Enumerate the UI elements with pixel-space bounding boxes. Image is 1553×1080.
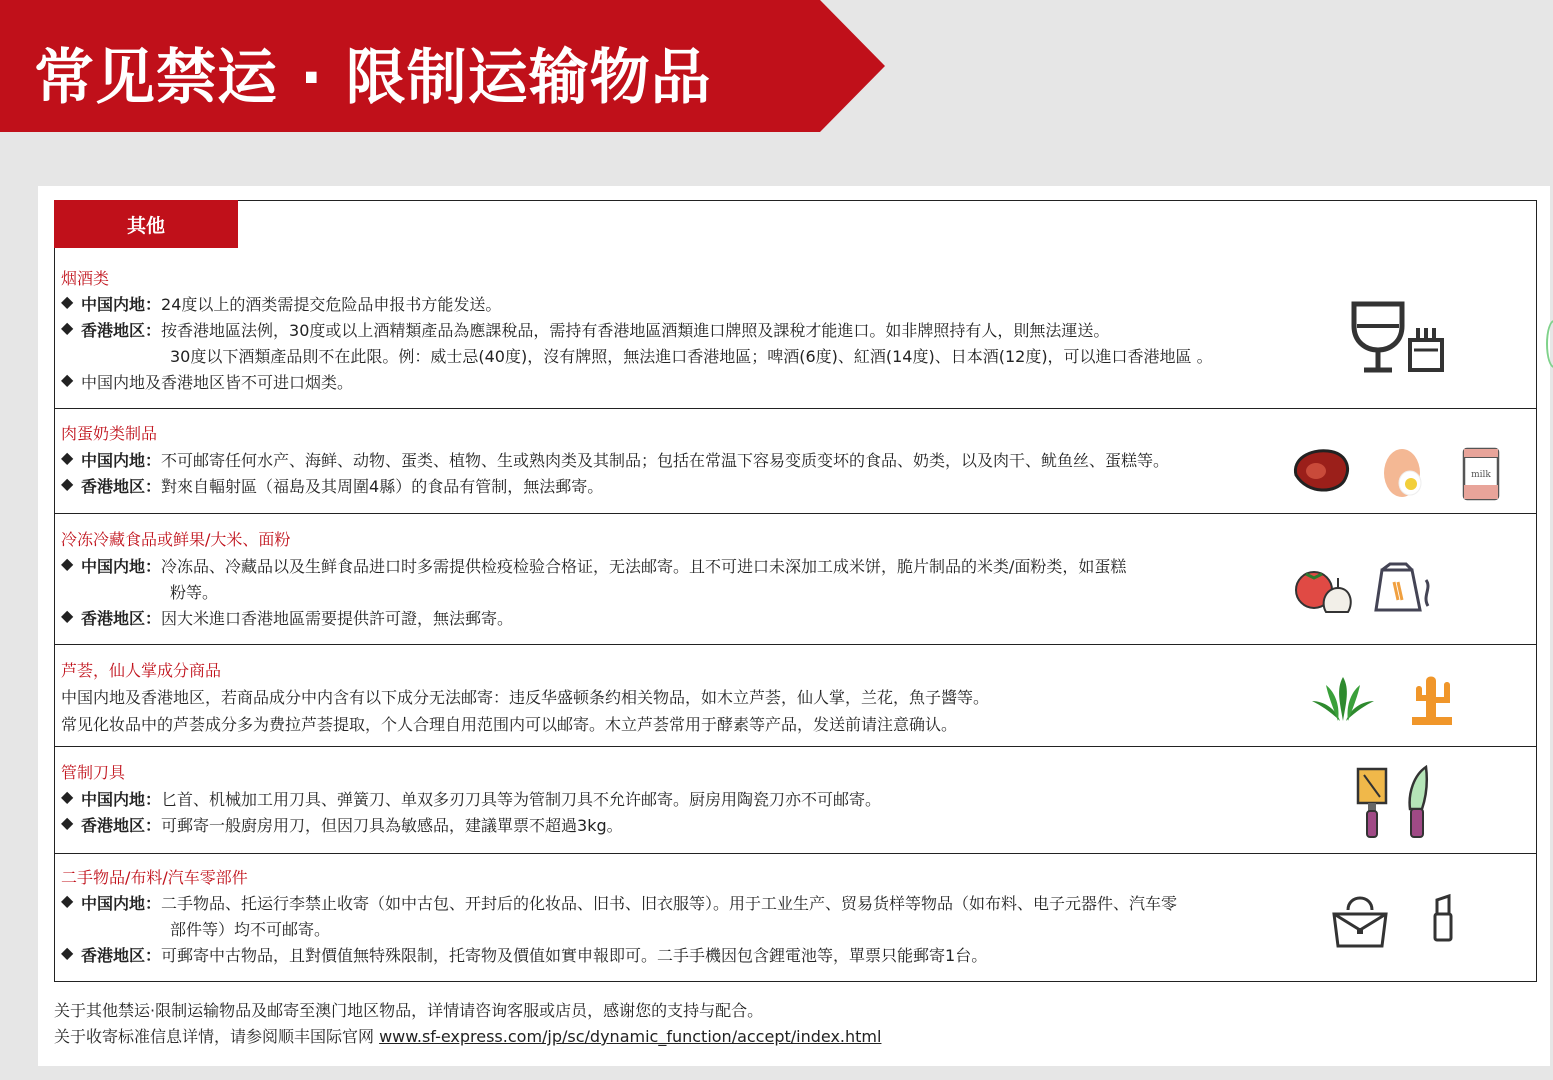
- lipstick-icon: [1430, 892, 1456, 944]
- diamond-bullet-icon: ◆: [61, 554, 74, 573]
- footer-link-line: [54, 1024, 881, 1047]
- diamond-bullet-icon: ◆: [61, 943, 74, 962]
- diamond-bullet-icon: ◆: [61, 292, 74, 311]
- diamond-bullet-icon: ◆: [61, 318, 74, 337]
- section-frozen-rice-flour: [54, 514, 1537, 645]
- footer-link-prefix: 关于收寄标准信息详情，请参阅顺丰国际官网: [54, 1027, 380, 1046]
- info-line: 中国内地及香港地区，若商品成分中内含有以下成分无法邮寄：违反华盛顿条约相关物品，如木立芦荟，仙人掌，兰花，魚子醬等。: [61, 688, 990, 707]
- rule-line: ◆ 香港地区： 可郵寄一般廚房用刀，但因刀具為敏感品，建議單票不超過3kg。: [61, 813, 623, 835]
- diamond-bullet-icon: ◆: [61, 787, 74, 806]
- section-tobacco-alcohol: [54, 248, 1537, 409]
- section-title: 烟酒类: [61, 269, 110, 288]
- rule-line-continued: 30度以下酒類產品則不在此限。例：威士忌(40度)，沒有牌照，無法進口香港地區；啤酒(6度)、紅酒(14度)、日本酒(12度)，可以進口香港地區 。: [170, 347, 1213, 366]
- rule-line: ◆ 中国内地： 二手物品、托运行李禁止收寄（如中古包、开封后的化妆品、旧书、旧衣服等）。用于工业生产、贸易货样等物品（如布料、电子元器件、汽车零: [61, 891, 1178, 913]
- diamond-bullet-icon: ◆: [61, 370, 74, 389]
- aloe-icon: [1310, 675, 1376, 723]
- rule-line: ◆ 中国内地： 冷冻品、冷藏品以及生鲜食品进口时多需提供检疫检验合格证，无法邮寄。且不可进口未深加工成米饼，脆片制品的米类/面粉类，如蛋糕: [61, 554, 1127, 576]
- diamond-bullet-icon: ◆: [61, 813, 74, 832]
- header-banner: [0, 0, 885, 132]
- diamond-bullet-icon: ◆: [61, 891, 74, 910]
- section-title: 管制刀具: [61, 763, 126, 782]
- rule-line: ◆ 香港地区： 按香港地區法例，30度或以上酒精類產品為應課稅品，需持有香港地區酒類進口牌照及課稅才能進口。如非牌照持有人，則無法運送。: [61, 318, 1110, 340]
- diamond-bullet-icon: ◆: [61, 474, 74, 493]
- diamond-bullet-icon: ◆: [61, 606, 74, 625]
- rule-line: ◆ 香港地区： 可郵寄中古物品，且對價值無特殊限制，托寄物及價值如實申報即可。二手手機因包含鋰電池等，單票只能郵寄1台。: [61, 943, 988, 965]
- rule-line: ◆ 中国内地： 不可邮寄任何水产、海鲜、动物、蛋类、植物、生或熟肉类及其制品；包括在常温下容易变质变坏的食品、奶类，以及肉干、鱿鱼丝、蛋糕等。: [61, 448, 1170, 470]
- milk-label: milk: [1471, 470, 1491, 480]
- section-secondhand-fabric-parts: [54, 854, 1537, 982]
- rule-line: ◆ 中国内地： 24度以上的酒类需提交危险品申报书方能发送。: [61, 292, 502, 314]
- diamond-bullet-icon: ◆: [61, 448, 74, 467]
- flour-bag-icon: [1368, 560, 1434, 616]
- wine-glass-icon: [1348, 300, 1408, 376]
- steak-icon: [1288, 445, 1354, 497]
- sf-express-link[interactable]: www.sf-express.com/jp/sc/dynamic_function/accept/index.html: [379, 1027, 882, 1046]
- footer-note: 关于其他禁运·限制运输物品及邮寄至澳门地区物品，详情请咨询客服或店员，感谢您的支持与配合。: [54, 1001, 764, 1020]
- cigarettes-icon: [1406, 324, 1446, 374]
- category-tag: 其他: [54, 200, 238, 248]
- cactus-icon: [1404, 671, 1460, 727]
- section-title: 二手物品/布料/汽车零部件: [61, 868, 248, 887]
- tomato-garlic-icon: [1292, 562, 1356, 614]
- rule-line-continued: 粉等。: [170, 583, 219, 602]
- cleaver-icon: [1354, 765, 1390, 841]
- rule-line: ◆ 中国内地： 匕首、机械加工用刀具、弹簧刀、单双多刃刀具等为管制刀具不允许邮寄。厨房用陶瓷刀亦不可邮寄。: [61, 787, 882, 809]
- page-title: 常见禁运 · 限制运输物品: [34, 43, 712, 113]
- info-line: 常见化妆品中的芦荟成分多为费拉芦荟提取，个人合理自用范围内可以邮寄。木立芦荟常用于酵素等产品，发送前请注意确认。: [61, 715, 958, 734]
- knife-icon: [1402, 765, 1432, 841]
- milk-carton-icon: [1458, 443, 1504, 503]
- section-title: 肉蛋奶类制品: [61, 424, 158, 443]
- rule-line: ◆ 香港地区： 對來自輻射區（福島及其周圍4縣）的食品有管制，無法郵寄。: [61, 474, 604, 496]
- egg-icon: [1380, 443, 1426, 501]
- section-meat-egg-dairy: [54, 409, 1537, 514]
- section-title: 冷冻冷藏食品或鲜果/大米、面粉: [61, 530, 291, 549]
- rule-line-continued: 部件等）均不可邮寄。: [170, 920, 331, 939]
- section-controlled-knives: [54, 747, 1537, 854]
- section-aloe-cactus: [54, 645, 1537, 747]
- rule-line: ◆ 香港地区： 因大米進口香港地區需要提供許可證，無法郵寄。: [61, 606, 514, 628]
- section-title: 芦荟，仙人掌成分商品: [61, 661, 222, 680]
- rule-line: ◆ 中国内地及香港地区皆不可进口烟类。: [61, 370, 354, 392]
- handbag-icon: [1328, 888, 1392, 950]
